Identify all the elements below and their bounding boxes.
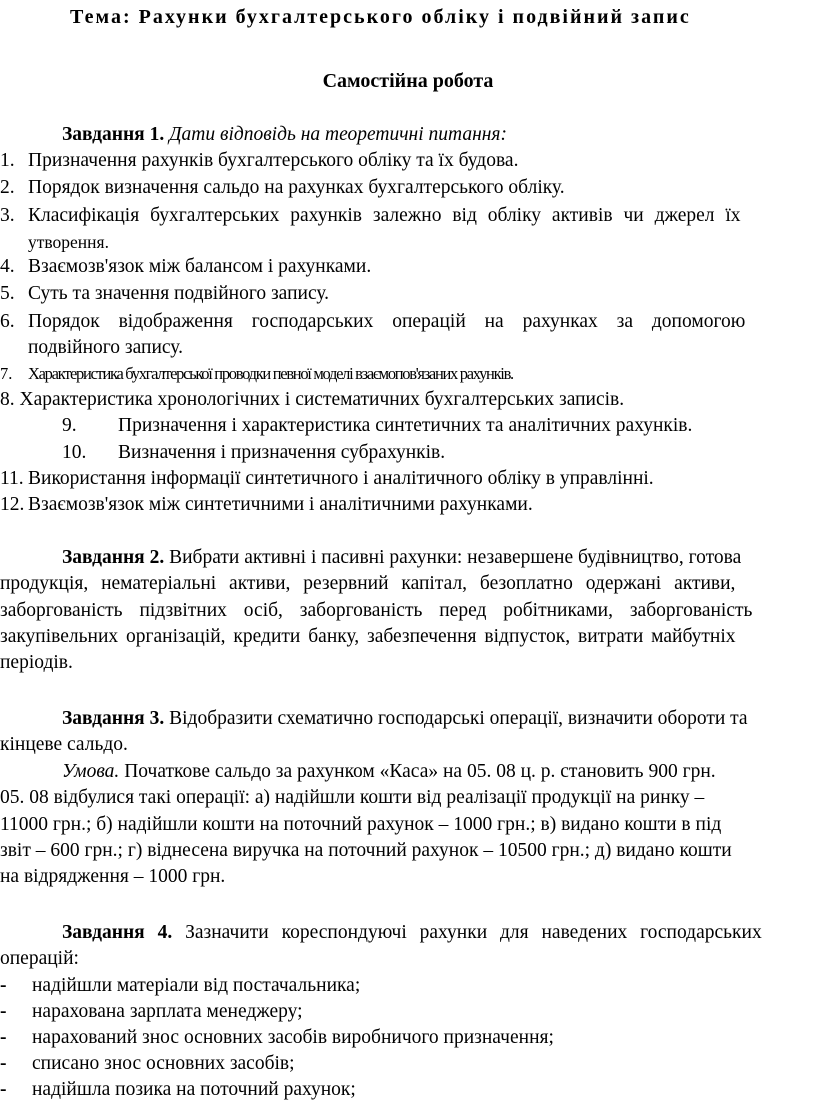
bullet-dash: -	[0, 975, 7, 996]
task1-instruction: Дати відповідь на теоретичні питання:	[169, 124, 507, 145]
list-item-text: Взаємозв'язок між балансом і рахунками.	[28, 256, 372, 277]
task4-line	[62, 920, 762, 946]
task2-line	[62, 545, 741, 571]
bullet-dash: -	[0, 1053, 7, 1074]
task3-condition-line: 05. 08 відбулися такі операції: а) надійшли кошти від реалізації продукції на ринку –	[0, 787, 705, 808]
list-item-number: 12.	[0, 494, 25, 515]
list-item	[0, 466, 654, 492]
list-item	[0, 1077, 356, 1103]
list-item	[0, 387, 624, 413]
list-item-text: надійшла позика на поточний рахунок;	[32, 1079, 356, 1100]
list-item-text: Визначення і призначення субрахунків.	[118, 442, 446, 463]
list-item-text: Порядок відображення господарських операцій на рахунках за допомогою	[28, 311, 746, 332]
list-item-text: надійшли матеріали від постачальника;	[32, 975, 361, 996]
list-item-number: 6.	[0, 311, 15, 332]
task3-condition-line: на відрядження – 1000 грн.	[0, 866, 226, 887]
bullet-dash: -	[0, 1079, 7, 1100]
task3-condition-line: 11000 грн.; б) надійшли кошти на поточний рахунок – 1000 грн.; в) видано кошти в під	[0, 814, 722, 835]
list-item	[0, 175, 565, 201]
task1-heading	[62, 122, 507, 148]
list-item-number: 11.	[0, 468, 24, 489]
bullet-dash: -	[0, 1027, 7, 1048]
list-item	[0, 1025, 554, 1051]
list-item-text: нарахований знос основних засобів виробничого призначення;	[32, 1027, 554, 1048]
list-item-text: Суть та значення подвійного запису.	[28, 283, 330, 304]
task1-label: Завдання 1.	[62, 124, 165, 145]
task2-line: періодів.	[0, 652, 73, 673]
task3-condition-text: Початкове сальдо за рахунком «Каса» на 05. 08 ц. р. становить 900 грн.	[124, 761, 716, 782]
task2-text: Вибрати активні і пасивні рахунки: незавершене будівництво, готова	[169, 547, 742, 568]
list-item-text: Використання інформації синтетичного і аналітичного обліку в управлінні.	[28, 468, 654, 489]
task2-label: Завдання 2.	[62, 547, 165, 568]
list-item	[0, 254, 371, 280]
list-item	[0, 309, 745, 335]
task3-line	[62, 706, 748, 732]
list-item-text: Характеристика хронологічних і систематичних бухгалтерських записів.	[19, 389, 625, 410]
list-item	[0, 361, 513, 387]
task2-line: продукція, нематеріальні активи, резервний капітал, безоплатно одержані активи,	[0, 573, 736, 594]
list-item	[0, 281, 329, 307]
list-item-text: Порядок визначення сальдо на рахунках бухгалтерського обліку.	[28, 177, 565, 198]
list-item-continuation: утворення.	[28, 232, 109, 252]
list-item-text: Класифікація бухгалтерських рахунків залежно від обліку активів чи джерел їх	[28, 205, 741, 226]
task2-line: закупівельних організацій, кредити банку, забезпечення відпусток, витрати майбутніх	[0, 626, 736, 647]
task3-condition-line	[62, 759, 716, 785]
list-item	[0, 148, 518, 174]
list-item-number: 4.	[0, 256, 15, 277]
list-item	[0, 203, 741, 229]
list-item	[0, 999, 303, 1025]
list-item	[0, 492, 533, 518]
page-subtitle: Самостійна робота	[322, 70, 494, 92]
list-item-number: 3.	[0, 205, 15, 226]
list-item	[0, 413, 692, 439]
list-item	[0, 440, 445, 466]
list-item-number: 8.	[0, 389, 15, 410]
task3-condition-label: Умова.	[62, 761, 120, 782]
page-title: Тема: Рахунки бухгалтерського обліку і подвійний запис	[70, 6, 691, 28]
list-item	[0, 973, 360, 999]
list-item-continuation: подвійного запису.	[28, 337, 183, 358]
list-item-number: 7.	[0, 364, 13, 383]
list-item-text: Характеристика бухгалтерської проводки певної моделі взаємопов'язаних рахунків.	[28, 364, 513, 383]
task4-text: Зазначити кореспондуючі рахунки для наведених господарських	[185, 922, 762, 943]
task3-text: Відобразити схематично господарські операції, визначити обороти та	[169, 708, 748, 729]
task3-line: кінцеве сальдо.	[0, 734, 128, 755]
list-item-text: нарахована зарплата менеджеру;	[32, 1001, 303, 1022]
list-item	[0, 1051, 295, 1077]
task2-line: заборгованість підзвітних осіб, заборгованість перед робітниками, заборгованість	[0, 600, 753, 621]
list-item-number: 2.	[0, 177, 15, 198]
list-item-number: 1.	[0, 150, 15, 171]
list-item-text: Призначення і характеристика синтетичних та аналітичних рахунків.	[118, 415, 693, 436]
task3-condition-line: звіт – 600 грн.; г) віднесена виручка на поточний рахунок – 10500 грн.; д) видано кошти	[0, 840, 732, 861]
list-item-number: 5.	[0, 283, 15, 304]
task4-label: Завдання 4.	[62, 922, 173, 943]
list-item-text: Призначення рахунків бухгалтерського обліку та їх будова.	[28, 150, 519, 171]
task4-line: операцій:	[0, 948, 79, 969]
task3-label: Завдання 3.	[62, 708, 165, 729]
list-item-text: Взаємозв'язок між синтетичними і аналітичними рахунками.	[28, 494, 533, 515]
list-item-text: списано знос основних засобів;	[32, 1053, 295, 1074]
list-item-number: 9.	[62, 415, 77, 436]
bullet-dash: -	[0, 1001, 7, 1022]
list-item-number: 10.	[62, 442, 87, 463]
